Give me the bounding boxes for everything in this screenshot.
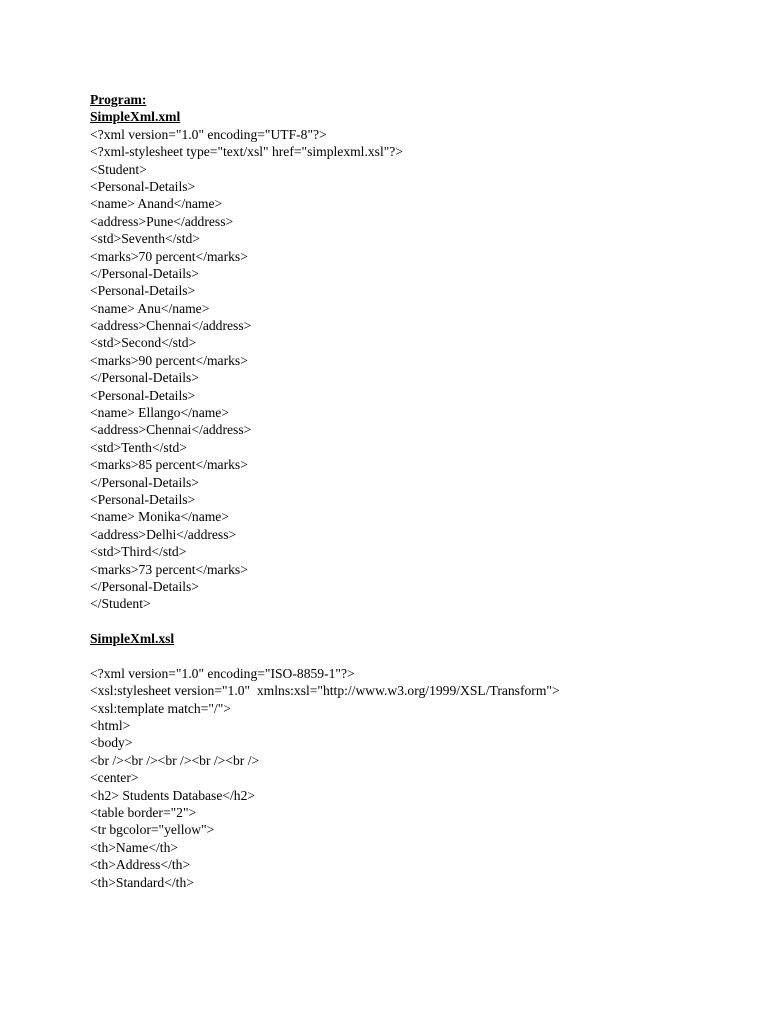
code-line: <xsl:template match="/"> bbox=[90, 700, 231, 716]
code-line: <std>Third</std> bbox=[90, 544, 187, 560]
xsl-code-block bbox=[90, 665, 730, 891]
code-line: <address>Chennai</address> bbox=[90, 422, 252, 438]
program-heading: Program: bbox=[90, 92, 147, 107]
document-page bbox=[90, 91, 730, 891]
code-line: <Student> bbox=[90, 161, 147, 177]
xsl-file-title: SimpleXml.xsl bbox=[90, 631, 175, 647]
code-line: <xsl:stylesheet version="1.0" xmlns:xsl="http://www.w3.org/1999/XSL/Transform"> bbox=[90, 683, 560, 699]
code-line: <center> bbox=[90, 770, 139, 786]
code-line: </Personal-Details> bbox=[90, 578, 199, 594]
code-line: <html> bbox=[90, 718, 131, 734]
code-line: <name> Ellango</name> bbox=[90, 405, 229, 421]
code-line: <std>Second</std> bbox=[90, 335, 197, 351]
code-line: <Personal-Details> bbox=[90, 178, 196, 194]
code-line: <?xml version="1.0" encoding="UTF-8"?> bbox=[90, 126, 327, 142]
xml-file-title: SimpleXml.xml bbox=[90, 109, 181, 125]
code-line: <Personal-Details> bbox=[90, 387, 196, 403]
code-line: <th>Standard</th> bbox=[90, 874, 194, 890]
code-line: <address>Pune</address> bbox=[90, 213, 234, 229]
code-line: <std>Tenth</std> bbox=[90, 439, 187, 455]
code-line: </Personal-Details> bbox=[90, 474, 199, 490]
code-line: <marks>73 percent</marks> bbox=[90, 561, 248, 577]
code-line: <table border="2"> bbox=[90, 805, 197, 821]
code-line: <marks>70 percent</marks> bbox=[90, 248, 248, 264]
code-line: <tr bgcolor="yellow"> bbox=[90, 822, 215, 838]
code-line: <body> bbox=[90, 735, 133, 751]
code-line: </Student> bbox=[90, 596, 151, 612]
code-line: <std>Seventh</std> bbox=[90, 231, 200, 247]
code-line: <th>Address</th> bbox=[90, 857, 191, 873]
code-line: </Personal-Details> bbox=[90, 265, 199, 281]
code-line: <Personal-Details> bbox=[90, 491, 196, 507]
xml-code-block bbox=[90, 126, 730, 613]
code-line: <address>Chennai</address> bbox=[90, 318, 252, 334]
code-line: <name> Anu</name> bbox=[90, 300, 210, 316]
code-line: <marks>85 percent</marks> bbox=[90, 457, 248, 473]
spacer bbox=[90, 613, 730, 630]
code-line: <Personal-Details> bbox=[90, 283, 196, 299]
code-line: <th>Name</th> bbox=[90, 839, 179, 855]
spacer bbox=[90, 648, 730, 665]
code-line: <name> Anand</name> bbox=[90, 196, 223, 212]
code-line: <marks>90 percent</marks> bbox=[90, 352, 248, 368]
code-line: <?xml-stylesheet type="text/xsl" href="simplexml.xsl"?> bbox=[90, 144, 403, 160]
code-line: <name> Monika</name> bbox=[90, 509, 230, 525]
code-line: <address>Delhi</address> bbox=[90, 526, 237, 542]
code-line: <h2> Students Database</h2> bbox=[90, 787, 256, 803]
code-line: <br /><br /><br /><br /><br /> bbox=[90, 752, 260, 768]
code-line: </Personal-Details> bbox=[90, 370, 199, 386]
code-line: <?xml version="1.0" encoding="ISO-8859-1"?> bbox=[90, 665, 355, 681]
